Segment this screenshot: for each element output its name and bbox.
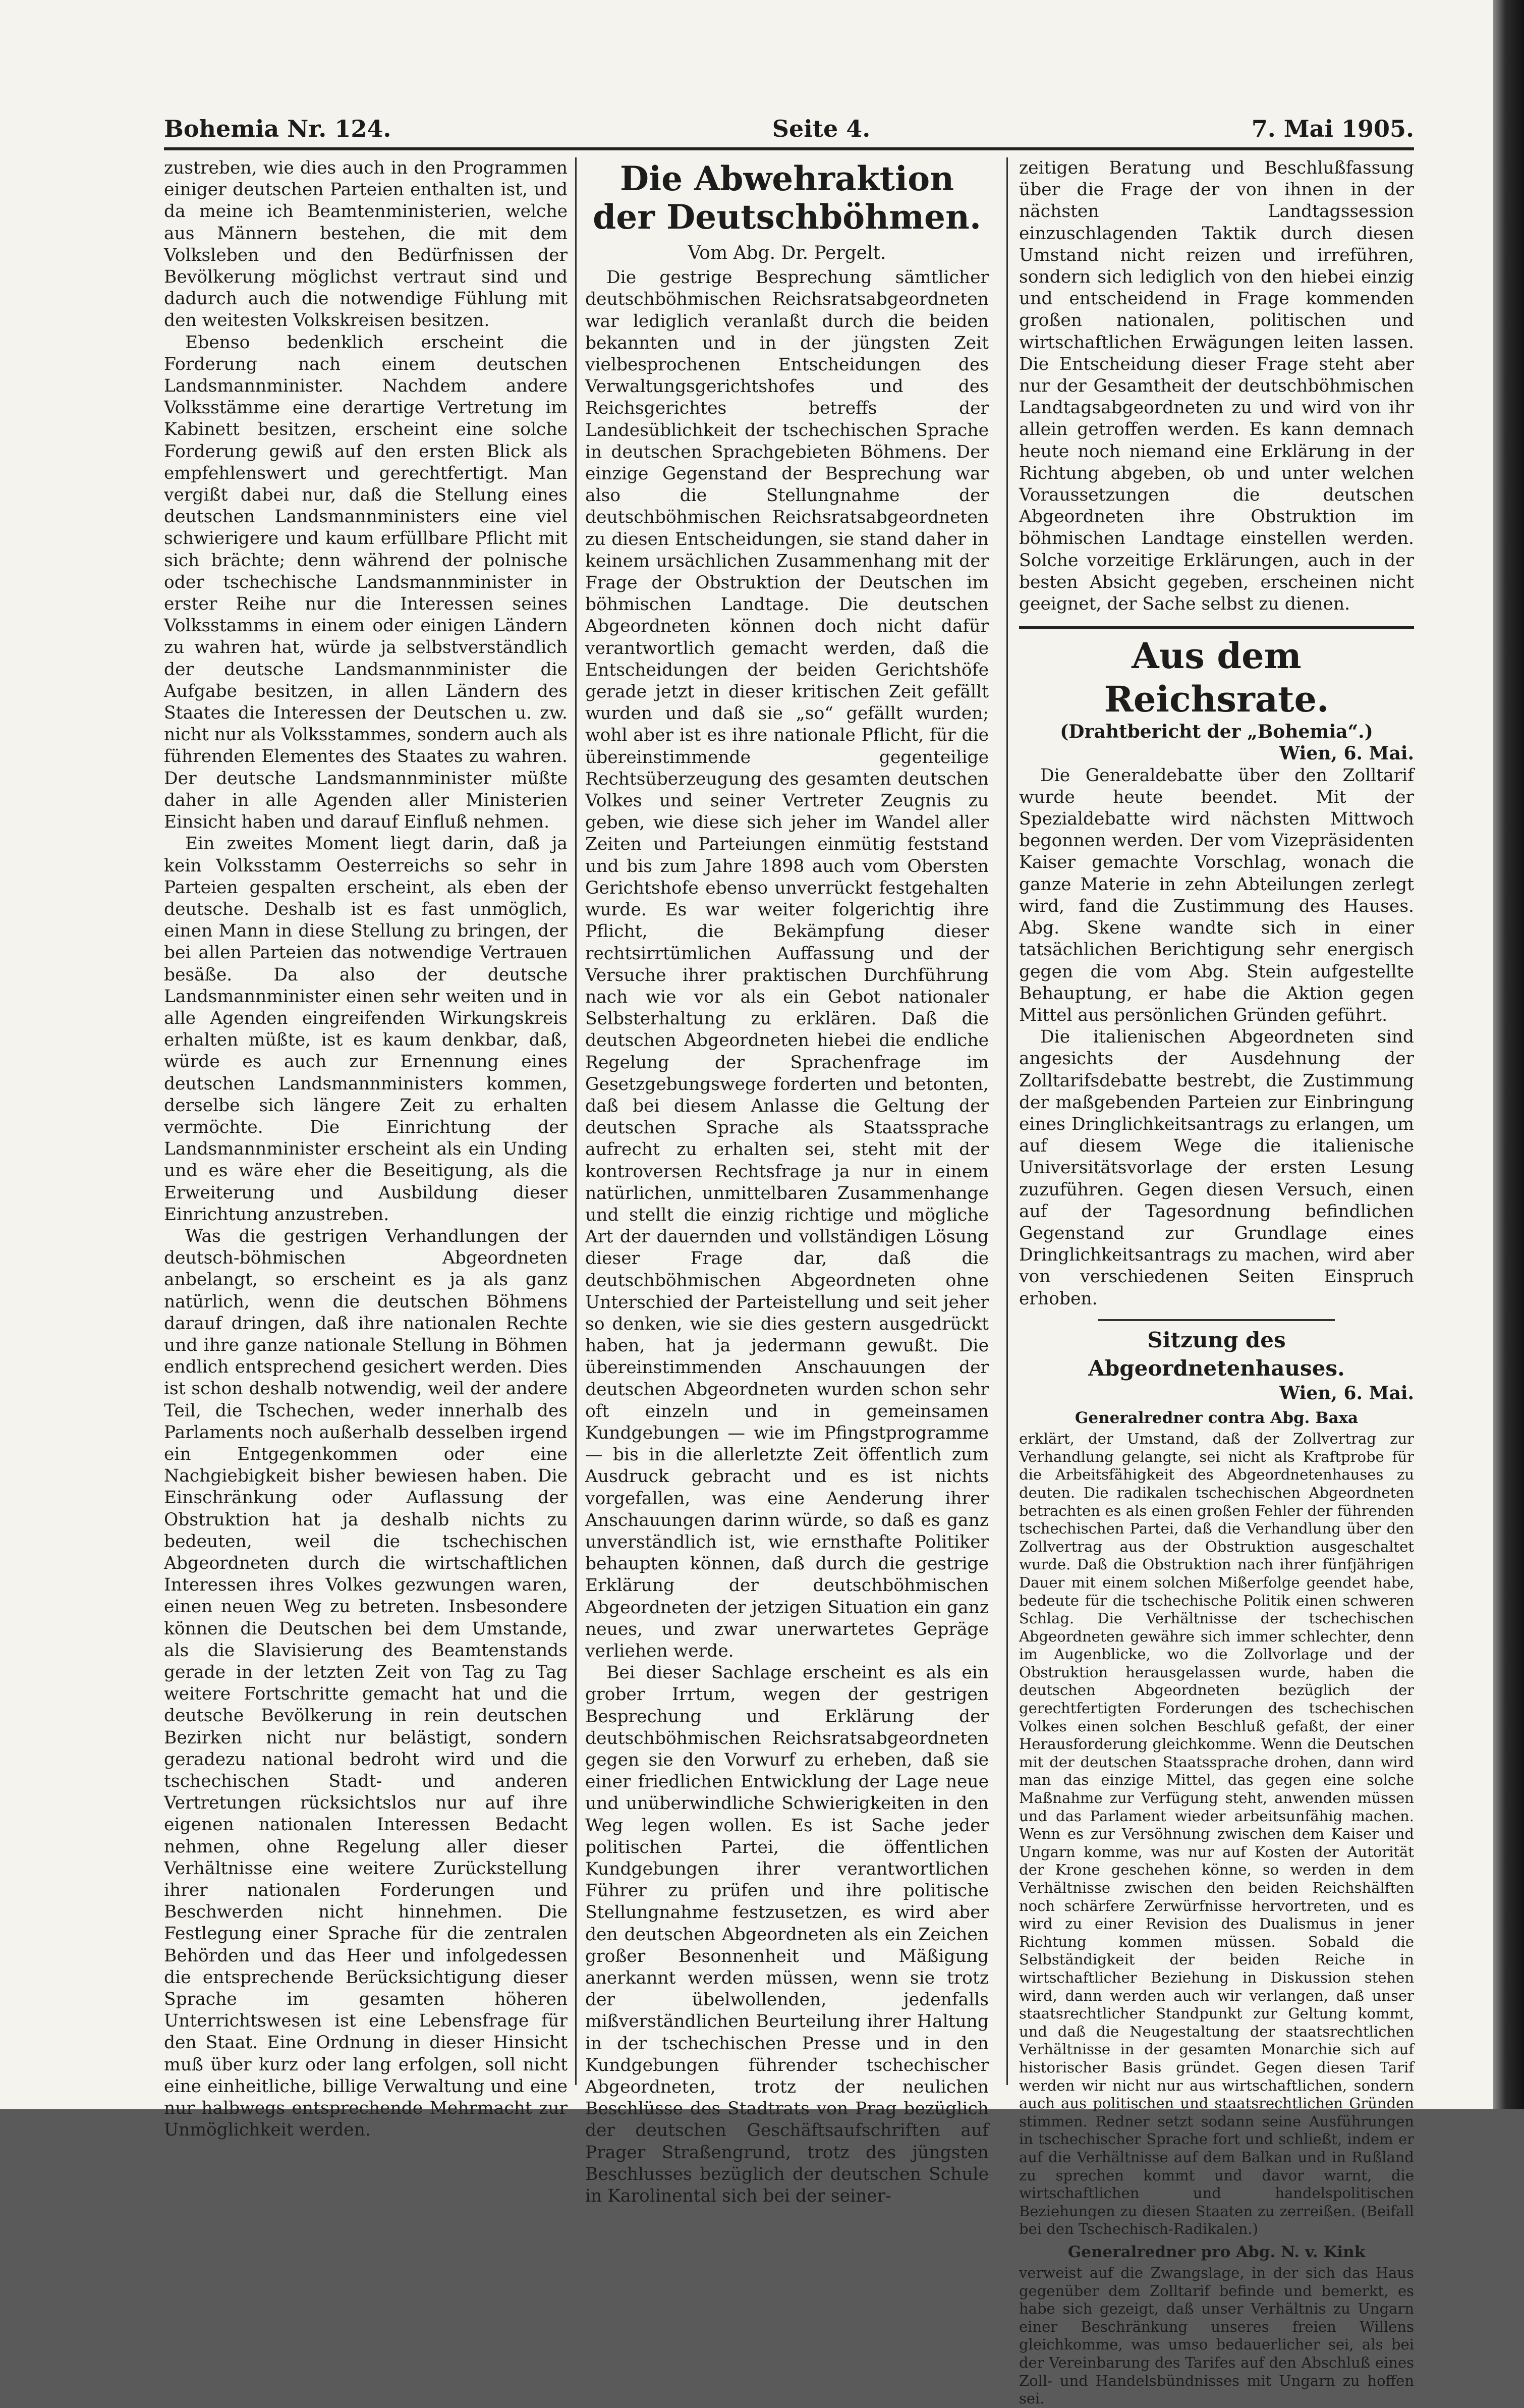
scan-edge [1493,0,1524,2109]
sitzung-body-1 [1019,1430,1414,2238]
sitzung-paragraph: verweist auf die Zwangslage, in der sich das Haus gegenüber dem Zolltarif befinde und bemerkt, es habe sich gezeigt, daß unser Verhältnis zu Ungarn einer Beschränkung unseres freien Willens gleichkomme, was umso bedauerlicher sei, als bei der Vereinbarung des Tarifes auf den Abschluß eines Zoll- und Handelsbündnisses mit Ungarn zu hoffen sei. [1019,2264,1414,2407]
reichsrat-paragraph: Die Generaldebatte über den Zolltarif wurde heute beendet. Mit der Spezialdebatte wird nächsten Mittwoch begonnen werden. Der vom Vizepräsidenten Kaiser gemachte Vorschlag, wonach die ganze Materie in zehn Abteilungen zerlegt wird, fand die Zustimmung des Hauses. Abg. Skene wandte sich in einer tatsächlichen Berichtigung sehr energisch gegen die vom Abg. Stein aufgestellte Behauptung, er habe die Aktion gegen Mittel aus persönlichen Gründen geführt. [1019,765,1414,1025]
reichsrat-title: Aus dem Reichsrate. [1104,635,1329,721]
reichsrat-paragraph: Die italienischen Abgeordneten sind angesichts der Ausdehnung der Zolltarifsdebatte bestrebt, die Zustimmung der maßgebenden Parteien zur Einbringung eines Dringlichkeitsantrags zu erlangen, um auf diesem Wege die italienische Universitätsvorlage der ersten Lesung zuzuführen. Gegen diesen Versuch, einen auf der Tagesordnung befindlichen Gegenstand zur Grundlage eines Dringlichkeitsantrags zu machen, wird aber von verschiedenen Seiten Einspruch erhoben. [1019,1027,1414,1309]
page-header [164,107,1414,142]
reichsrat-dateline: Wien, 6. Mai. [1279,743,1414,764]
col1-paragraph: Ebenso bedenklich erscheint die Forderung nach einem deutschen Landsmannminister. Nachdem andere Volksstämme eine derartige Vertretung im Kabinett besitzen, erscheint eine solche Forderung gewiß auf den ersten Blick als empfehlenswert und gerechtfertigt. Man vergißt dabei nur, daß die Stellung eines deutschen Landsmannministers eine viel schwierigere und kaum erfüllbare Pflicht mit sich brächte; denn während der polnische oder tschechische Landsmannminister in erster Reihe nur die Interessen seines Volksstamms in einem oder einigen Ländern zu wahren hat, würde ja selbstverständlich der deutsche Landsmannminister die Aufgabe besitzen, in allen Ländern des Staates die Interessen der Deutschen u. zw. nicht nur als Volksstammes, sondern auch als führenden Elementes des Staates zu wahren. Der deutsche Landsmannminister müßte daher in alle Agenden aller Ministerien Einsicht haben und darauf Einfluß nehmen. [164,332,568,833]
section-rule [1019,626,1414,629]
sitzung-paragraph: erklärt, der Umstand, daß der Zollvertrag zur Verhandlung gelangte, sei nicht als Kraftprobe für die Arbeitsfähigkeit des Abgeordnetenhauses zu deuten. Die radikalen tschechischen Abgeordneten betrachten es als einen großen Fehler der führenden tschechischen Partei, daß die Verhandlung über den Zollvertrag aus der Obstruktion ausgeschaltet wurde. Daß die Obstruktion nach ihrer fünfjährigen Dauer mit einem solchen Mißerfolge geendet habe, bedeute für die tschechische Politik einen schweren Schlag. Die Verhältnisse der tschechischen Abgeordneten gewähre sich immer schlechter, denn im Augenblicke, wo die Zollvorlage und der Obstruktion herausgelassen wurde, haben die deutschen Abgeordneten bezüglich der gerechtfertigten Forderungen des tschechischen Volkes einen solchen Beschluß gefaßt, der einer Herausforderung gleichkomme. Wenn die Deutschen mit der deutschen Staatssprache drohen, dann wird man das einzige Mittel, das gegen eine solche Maßnahme zur Verfügung steht, anwenden müssen und das Parlament wieder arbeitsunfähig machen. Wenn es zur Versöhnung zwischen dem Kaiser und Ungarn komme, was nur auf Kosten der Autorität der Krone geschehen könne, so werden in dem Verhältnisse zwischen den beiden Reichshälften noch schärfere Zerwürfnisse hervortreten, und es wird zu einer Revision des Dualismus in jener Richtung kommen müssen. Sobald die Selbständigkeit der beiden Reiche in wirtschaftlicher Beziehung in Diskussion stehen wird, dann werden auch wir verlangen, daß unser staatsrechtlicher Standpunkt zur Geltung kommt, und daß die Neugestaltung der staatsrechtlichen Verhältnisse in der gesamten Monarchie sich auf historischer Basis gründet. Gegen diesen Tarif werden wir nicht nur aus wirtschaftlichen, sondern auch aus politischen und staatsrechtlichen Gründen stimmen. Redner setzt sodann seine Ausführungen in tschechischer Sprache fort und schließt, indem er auf die Verhältnisse auf dem Balkan und in Rußland zu sprechen kommt und davor warnt, die wirtschaftlichen und handelspolitischen Beziehungen zu diesen Staaten zu zerreißen. (Beifall bei den Tschechisch-Radikalen.) [1019,1430,1414,2238]
sitzung-body-2 [1019,2264,1414,2408]
header-page-number: Seite 4. [772,115,871,142]
article-paragraph: Die gestrige Besprechung sämtlicher deutschböhmischen Reichsratsabgeordneten war lediglich veranlaßt durch die beiden bekannten und in der jüngsten Zeit vielbesprochenen Entscheidungen des Verwaltungsgerichtshofes und des Reichsgerichtes betreffs der Landesüblichkeit der tschechischen Sprache in deutschen Sprachgebieten Böhmens. Der einzige Gegenstand der Besprechung war also die Stellungnahme der deutschböhmischen Reichsratsabgeordneten zu diesen Entscheidungen, sie stand daher in keinem ursächlichen Zusammenhang mit der Frage der Obstruktion der Deutschen im böhmischen Landtage. Die deutschen Abgeordneten können doch nicht dafür verantwortlich gemacht werden, daß die Entscheidungen der beiden Gerichtshöfe gerade jetzt in dieser kritischen Zeit gefällt wurden und daß sie „so“ gefällt wurden; wohl aber ist es ihre nationale Pflicht, für die übereinstimmende gegenteilige Rechtsüberzeugung des gesamten deutschen Volkes und seiner Vertreter Zeugnis zu geben, wie diese sich jeher im Wandel aller Zeiten und Parteiungen einmütig feststand und bis zum Jahre 1898 auch vom Obersten Gerichtshofe ebenso unverrückt festgehalten wurde. Es war weiter folgerichtig ihre Pflicht, die Bekämpfung dieser rechtsirrtümlichen Auffassung und der Versuche ihrer praktischen Durchführung nach wie vor als ein Gebot nationaler Selbsterhaltung zu erklären. Daß die deutschen Abgeordneten hiebei die endliche Regelung der Sprachenfrage im Gesetzgebungswege forderten und betonten, daß bei diesem Anlasse die Geltung der deutschen Sprache als Staatssprache aufrecht zu erhalten sei, steht mit der kontroversen Rechtsfrage ja nur in einem natürlichen, unmittelbaren Zusammenhange und stellt die einzig richtige und mögliche Art der dauernden und vollständigen Lösung dieser Frage dar, daß die deutschböhmischen Abgeordneten ohne Unterschied der Parteistellung und seit jeher so denken, wie sie dies gestern ausgedrückt haben, hat ja jedermann gewußt. Die übereinstimmenden Anschauungen der deutschen Abgeordneten wurden schon sehr oft einzeln und in gemeinsamen Kundgebungen — wie im Pfingstprogramme — bis in die allerletzte Zeit öffentlich zum Ausdruck gebracht und es ist nichts vorgefallen, was eine Aenderung ihrer Anschauungen darinn würde, so daß es ganz unverständlich ist, wie ernsthafte Politiker behaupten können, daß durch die gestrige Erklärung der deutschböhmischen Abgeordneten der jetzigen Situation ein ganz neues, und zwar unerwartetes Gepräge verliehen werde. [585,267,989,1661]
column-3 [1019,157,1414,2407]
sitzung-title: Sitzung des Abgeordnetenhauses. [1088,1327,1345,1381]
column-1 [164,157,568,2141]
article-author: Vom Abg. Dr. Pergelt. [688,243,886,263]
col1-paragraph: Ein zweites Moment liegt darin, daß ja kein Volksstamm Oesterreichs so sehr in Parteien gespalten erscheint, als eben der deutsche. Deshalb ist es fast unmöglich, einen Mann in diese Stellung zu bringen, der bei allen Parteien das notwendige Vertrauen besäße. Da also der deutsche Landsmannminister einen sehr weiten und in alle Agenden eingreifenden Wirkungskreis erhalten müßte, ist es kaum denkbar, daß, würde es auch zur Ernennung eines deutschen Landsmannministers kommen, derselbe sich längere Zeit zu erhalten vermöchte. Die Einrichtung der Landsmannminister erscheint als ein Unding und es wäre eher die Beseitigung, als die Erweiterung und Ausbildung dieser Einrichtung anzustreben. [164,834,568,1225]
header-rule [164,147,1414,150]
sitzung-dateline: Wien, 6. Mai. [1279,1382,1414,1404]
article-continuation: zeitigen Beratung und Beschlußfassung über die Frage der von ihnen in der nächsten Landtagssession einzuschlagenden Taktik durch diesen Umstand nicht reizen und irreführen, sondern sich lediglich von den hiebei einzig und entscheidend in Frage kommenden großen nationalen, politischen und wirtschaftlichen Erwägungen leiten lassen. Die Entscheidung dieser Frage steht aber nur der Gesamtheit der deutschböhmischen Landtagsabgeordneten zu und wird von ihr allein getroffen werden. Es kann demnach heute noch niemand eine Erklärung in der Richtung abgeben, ob und unter welchen Voraussetzungen die deutschen Abgeordneten ihre Obstruktion im böhmischen Landtage einstellen werden. Solche vorzeitige Erklärungen, auch in der besten Absicht gegeben, erscheinen nicht geeignet, der Sache selbst zu dienen. [1019,158,1414,615]
column-2 [585,157,989,2207]
header-date: 7. Mai 1905. [1251,115,1414,142]
speaker-contra-label: Generalredner contra Abg. Baxa [1075,1408,1359,1427]
section-rule [1098,1319,1335,1321]
article-paragraph: Bei dieser Sachlage erscheint es als ein grober Irrtum, wegen der gestrigen Besprechung und Erklärung der deutschböhmischen Reichsratsabgeordneten gegen sie den Vorwurf zu erheben, daß sie einer friedlichen Entwicklung der Lage neue und unüberwindliche Schwierigkeiten in den Weg legen wollen. Es ist Sache jeder politischen Partei, die öffentlichen Kundgebungen ihrer verantwortlichen Führer zu prüfen und ihre politische Stellungnahme festzusetzen, es wird aber den deutschen Abgeordneten als ein Zeichen großer Besonnenheit und Mäßigung anerkannt werden müssen, wenn sie trotz der übelwollenden, jedenfalls mißverständlichen Beurteilung ihrer Haltung in der tschechischen Presse und in den Kundgebungen führender tschechischer Abgeordneten, trotz der neulichen Beschlüsse des Stadtrats von Prag bezüglich der deutschen Geschäftsaufschriften auf Prager Straßengrund, trotz des jüngsten Beschlusses bezüglich der deutschen Schule in Karolinental sich bei der seiner- [585,1663,989,2207]
article-title: Die Abwehraktion der Deutschböhmen. [593,159,981,237]
column-divider-2 [1006,157,1008,2085]
header-masthead: Bohemia Nr. 124. [164,115,391,142]
reichsrat-subtitle: (Drahtbericht der „Bohemia“.) [1060,721,1373,743]
column-divider-1 [575,157,577,2085]
col1-paragraph: zustreben, wie dies auch in den Programmen einiger deutschen Parteien enthalten ist, und da meine ich Beamtenministerien, welche aus Männern bestehen, die mit dem Volksleben und den Bedürfnissen der Bevölkerung möglichst vertraut sind und dadurch auch die notwendige Fühlung mit den weitesten Volkskreisen besitzen. [164,158,568,331]
col1-paragraph: Was die gestrigen Verhandlungen der deutsch-böhmischen Abgeordneten anbelangt, so erscheint es ja als ganz natürlich, wenn die deutschen Böhmens darauf dringen, daß ihre nationalen Rechte und ihre ganze nationale Stellung in Böhmen endlich entsprechend gesichert werden. Dies ist schon deshalb notwendig, weil der andere Teil, die Tschechen, weder innerhalb des Parlaments noch außerhalb desselben irgend ein Entgegenkommen oder eine Nachgiebigkeit bisher bewiesen haben. Die Einschränkung oder Auflassung der Obstruktion hat ja deshalb nichts zu bedeuten, weil die tschechischen Abgeordneten durch die wirtschaftlichen Interessen ihres Volkes gezwungen waren, einen neuen Weg zu betreten. Insbesondere können die Deutschen bei dem Umstande, als die Slavisierung des Beamtenstands gerade in der letzten Zeit von Tag zu Tag weitere Fortschritte gemacht hat und die deutsche Bevölkerung in rein deutschen Bezirken nicht nur belästigt, sondern geradezu national bedroht wird und die tschechischen Stadt- und anderen Vertretungen rücksichtslos nur auf ihre eigenen nationalen Interessen Bedacht nehmen, ohne Regelung aller dieser Verhältnisse eine weitere Zurückstellung ihrer nationalen Forderungen und Beschwerden nicht hinnehmen. Die Festlegung einer Sprache für die zentralen Behörden und das Heer und infolgedessen die entsprechende Berücksichtigung dieser Sprache im gesamten höheren Unterrichtswesen ist eine Lebensfrage für den Staat. Eine Ordnung in dieser Hinsicht muß über kurz oder lang erfolgen, soll nicht eine einheitliche, billige Verwaltung und eine nur halbwegs entsprechende Mehrmacht zur Unmöglichkeit werden. [164,1226,568,2141]
speaker-pro-label: Generalredner pro Abg. N. v. Kink [1067,2242,1366,2261]
